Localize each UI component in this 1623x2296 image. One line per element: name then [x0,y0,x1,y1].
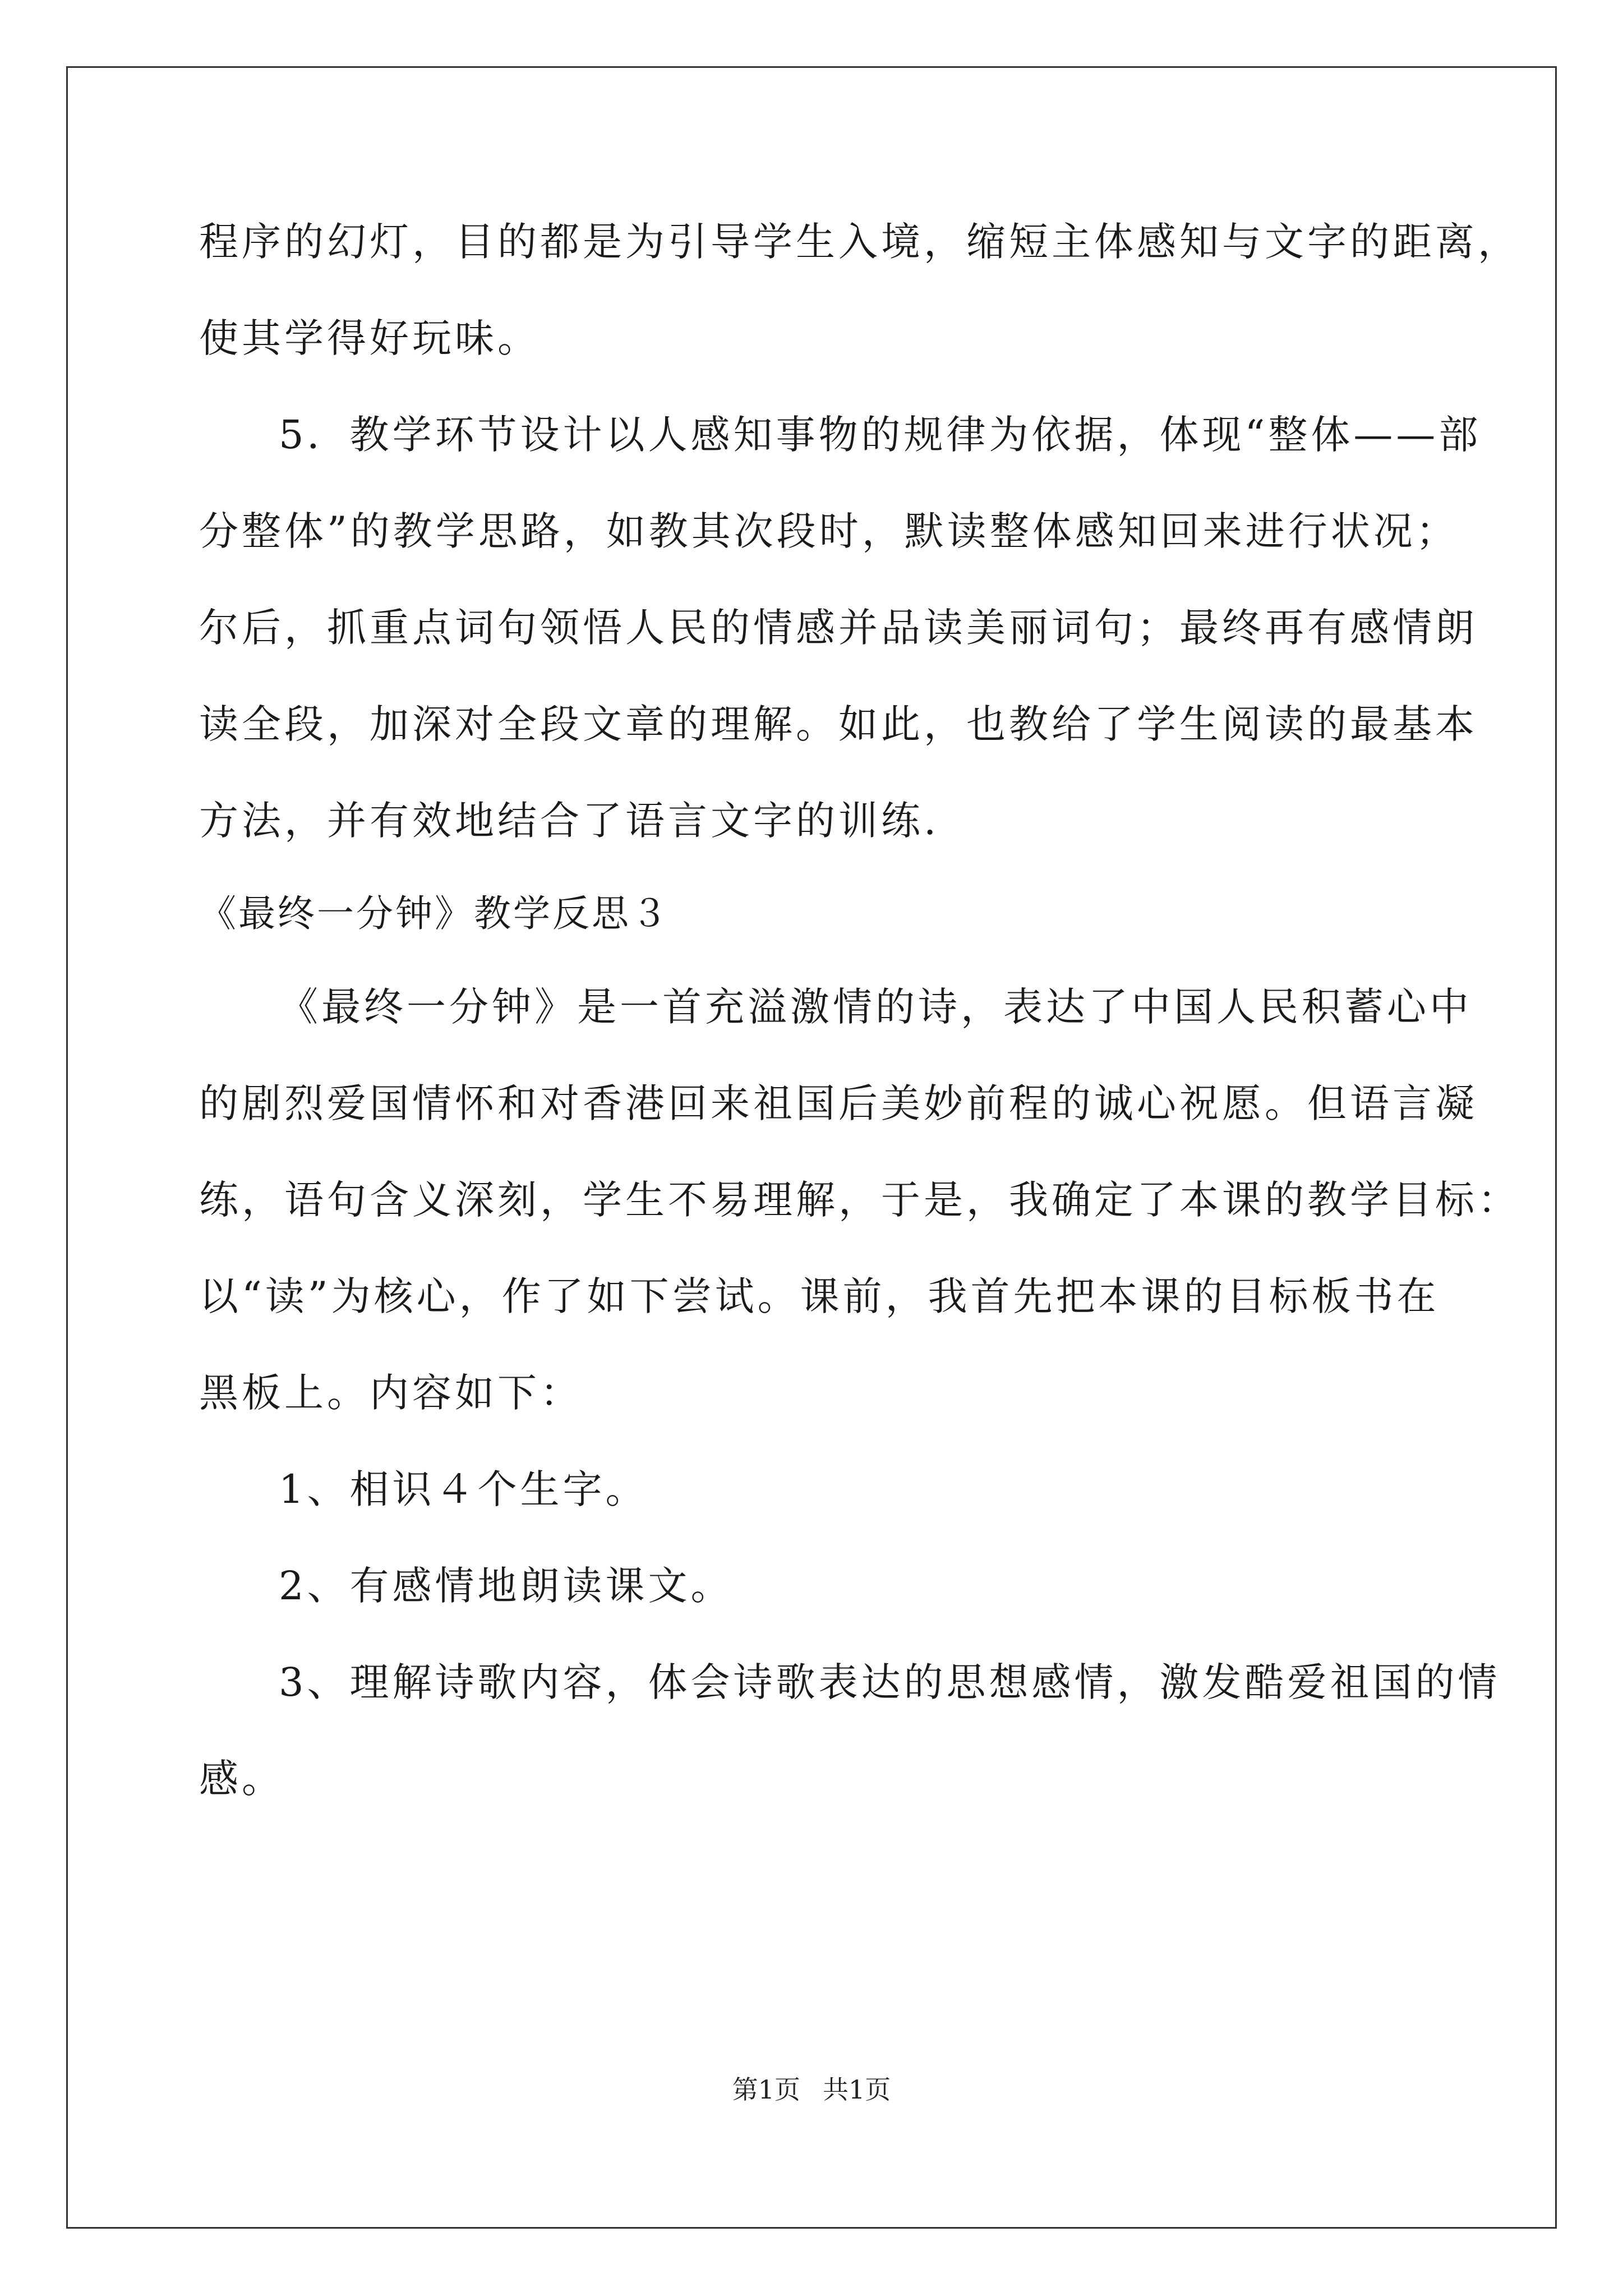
text-line: 以“读”为核心，作了如下尝试。课前，我首先把本课的目标板书在 [199,1273,1440,1319]
text-line: 《最终一分钟》是一首充溢激情的诗，表达了中国人民积蓄心中 [279,984,1472,1030]
list-item: 1、相识４个生字。 [279,1466,648,1512]
text-line: 黑板上。内容如下： [199,1370,583,1416]
text-line: 练，语句含义深刻，学生不易理解，于是，我确定了本课的教学目标： [199,1177,1520,1223]
text-line: 使其学得好玩味。 [199,315,540,361]
page-total: 共1页 [823,2074,891,2105]
section-heading: 《最终一分钟》教学反思３ [199,892,670,935]
text-line: 方法，并有效地结合了语言文字的训练. [199,798,940,844]
text-line: 的剧烈爱国情怀和对香港回来祖国后美妙前程的诚心祝愿。但语言凝 [199,1080,1478,1126]
text-line: 5．教学环节设计以人感知事物的规律为依据，体现“整体——部 [279,412,1482,458]
list-item: 3、理解诗歌内容，体会诗歌表达的思想感情，激发酷爱祖国的情 [279,1659,1501,1705]
document-body [199,194,1520,1827]
list-item: 2、有感情地朗读课文。 [279,1563,734,1609]
text-line: 程序的幻灯，目的都是为引导学生入境，缩短主体感知与文字的距离， [199,219,1520,265]
page-footer [0,2073,1623,2106]
text-line: 尔后，抓重点词句领悟人民的情感并品读美丽词句；最终再有感情朗 [199,605,1478,651]
text-line: 分整体”的教学思路，如教其次段时，默读整体感知回来进行状况； [199,508,1459,554]
page-number: 第1页 [732,2074,800,2105]
text-line: 感。 [199,1756,284,1802]
text-line: 读全段，加深对全段文章的理解。如此，也教给了学生阅读的最基本 [199,701,1478,747]
